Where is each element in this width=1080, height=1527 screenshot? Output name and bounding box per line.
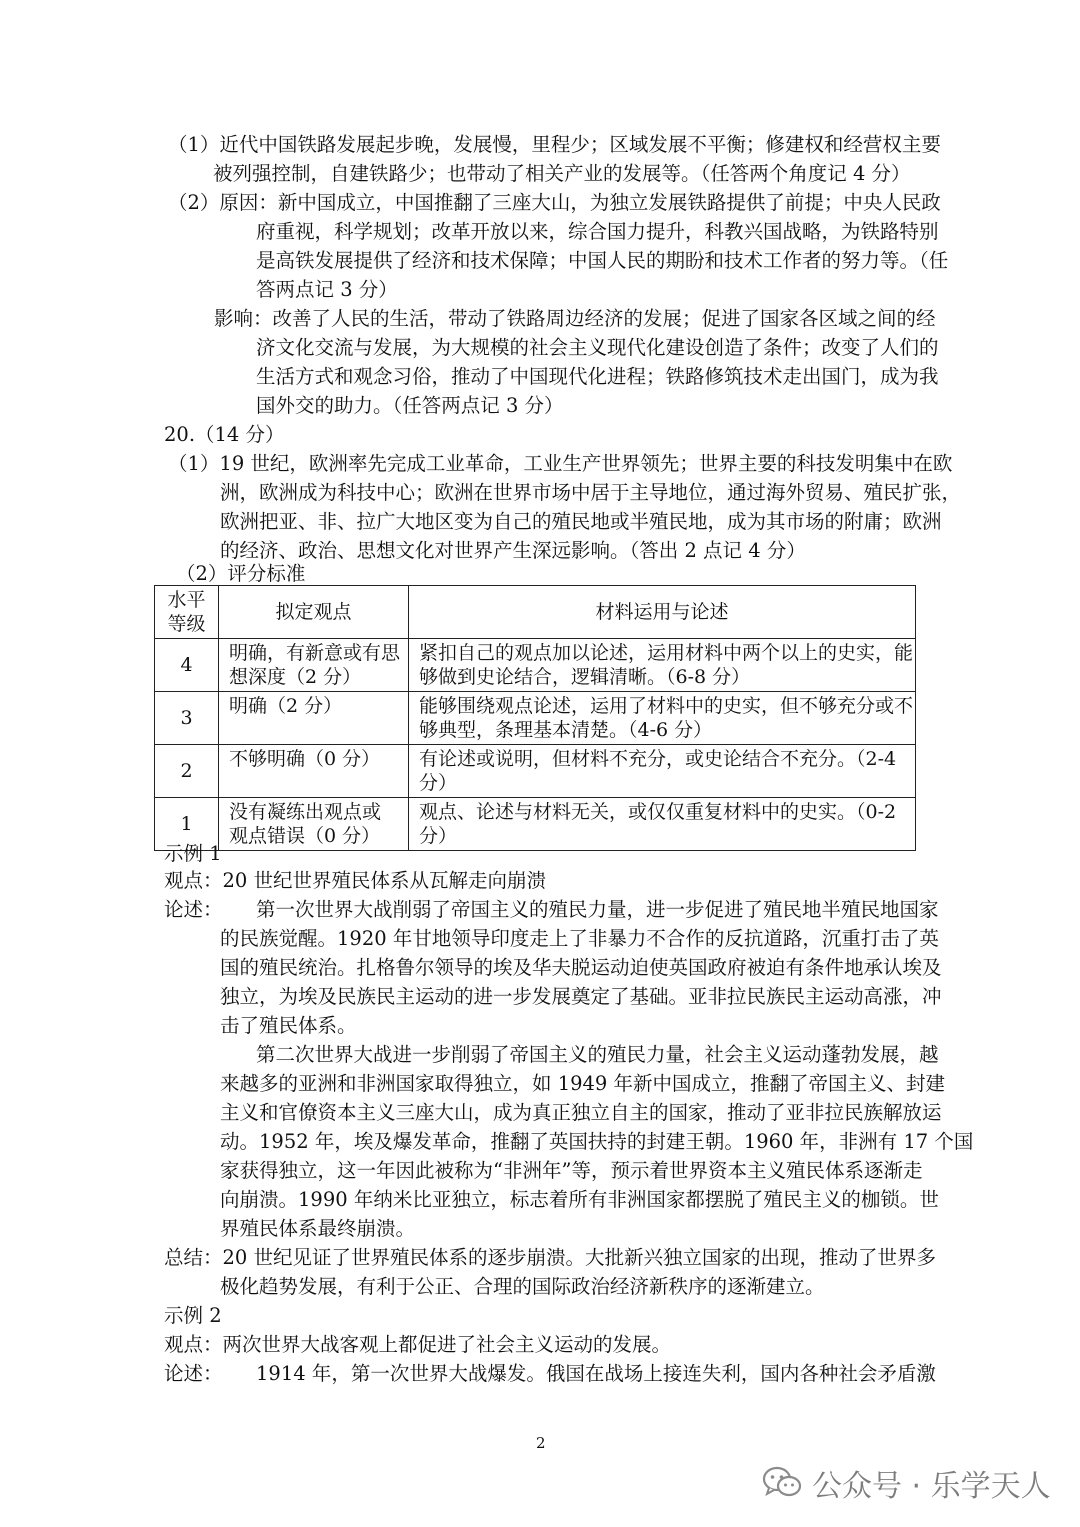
answer-19-2-impact-line: 济文化交流与发展，为大规模的社会主义现代化建设创造了条件；改变了人们的: [256, 336, 939, 359]
example-1-argument-line: 家获得独立，这一年因此被称为“非洲年”等，预示着世界资本主义殖民体系逐渐走: [220, 1159, 923, 1182]
watermark: [762, 1455, 1051, 1511]
level-cell: 4: [155, 639, 219, 692]
answer-19-2-impact-line: 国外交的助力。（任答两点记 3 分）: [256, 394, 564, 417]
answer-19-2-impact-line: 影响：改善了人民的生活，带动了铁路周边经济的发展；促进了国家各区域之间的经: [214, 307, 936, 330]
viewpoint-cell: 没有凝练出观点或 观点错误（0 分）: [219, 798, 409, 851]
level-cell: 2: [155, 745, 219, 798]
table-header-row: [155, 586, 916, 639]
page-number: 2: [536, 1434, 546, 1452]
material-cell: 能够围绕观点论述，运用了材料中的史实，但不够充分或不 够典型，条理基本清楚。（4-6 分）: [409, 692, 916, 745]
answer-19-2-impact-line: 生活方式和观念习俗，推动了中国现代化进程；铁路修筑技术走出国门，成为我: [256, 365, 939, 388]
answer-19-2-reason-line: 府重视，科学规划；改革开放以来，综合国力提升，科教兴国战略，为铁路特别: [256, 220, 939, 243]
example-1-argument-line: 动。1952 年，埃及爆发革命，推翻了英国扶持的封建王朝。1960 年，非洲有 17 个国: [220, 1130, 974, 1153]
example-2-viewpoint: 观点：两次世界大战客观上都促进了社会主义运动的发展。: [164, 1333, 672, 1356]
table-row: [155, 745, 916, 798]
answer-20-1-line: 欧洲把亚、非、拉广大地区变为自己的殖民地或半殖民地，成为其市场的附庸；欧洲: [220, 510, 942, 533]
answer-19-1-line: （1）近代中国铁路发展起步晚，发展慢，里程少；区域发展不平衡；修建权和经营权主要: [168, 133, 941, 156]
material-cell: 紧扣自己的观点加以论述，运用材料中两个以上的史实，能 够做到史论结合，逻辑清晰。（6-8 分）: [409, 639, 916, 692]
scoring-standard-heading: （2）评分标准: [176, 562, 306, 585]
example-1-argument-line: 独立，为埃及民族民主运动的进一步发展奠定了基础。亚非拉民族民主运动高涨，冲: [220, 985, 942, 1008]
example-1-argument-line: 国的殖民统治。扎格鲁尔领导的埃及华夫脱运动迫使英国政府被迫有条件地承认埃及: [220, 956, 942, 979]
answer-20-1-line: 洲，欧洲成为科技中心；欧洲在世界市场中居于主导地位，通过海外贸易、殖民扩张，: [220, 481, 962, 504]
viewpoint-cell: 不够明确（0 分）: [219, 745, 409, 798]
material-cell: 有论述或说明，但材料不充分，或史论结合不充分。（2-4 分）: [409, 745, 916, 798]
answer-19-2-reason-line: 是高铁发展提供了经济和技术保障；中国人民的期盼和技术工作者的努力等。（任: [256, 249, 949, 272]
header-material: 材料运用与论述: [409, 586, 916, 639]
example-1-argument-line: 第二次世界大战进一步削弱了帝国主义的殖民力量，社会主义运动蓬勃发展，越: [256, 1043, 939, 1066]
example-1-viewpoint: 观点：20 世纪世界殖民体系从瓦解走向崩溃: [164, 869, 547, 892]
question-20-heading: 20.（14 分）: [164, 423, 285, 446]
example-2-heading: 示例 2: [164, 1304, 222, 1327]
table-row: [155, 798, 916, 851]
answer-19-1-line: 被列强控制，自建铁路少；也带动了相关产业的发展等。（任答两个角度记 4 分）: [213, 162, 911, 185]
example-1-argument-line: 主义和官僚资本主义三座大山，成为真正独立自主的国家，推动了亚非拉民族解放运: [220, 1101, 942, 1124]
example-1-argument-line: 向崩溃。1990 年纳米比亚独立，标志着所有非洲国家都摆脱了殖民主义的枷锁。世: [220, 1188, 939, 1211]
level-cell: 1: [155, 798, 219, 851]
table-row: [155, 639, 916, 692]
header-viewpoint: 拟定观点: [219, 586, 409, 639]
example-1-argument-line: 击了殖民体系。: [220, 1014, 357, 1037]
wechat-icon: [762, 1466, 802, 1500]
example-1-argument-line: 来越多的亚洲和非洲国家取得独立，如 1949 年新中国成立，推翻了帝国主义、封建: [220, 1072, 946, 1095]
viewpoint-cell: 明确，有新意或有思 想深度（2 分）: [219, 639, 409, 692]
example-1-summary-line: 总结：20 世纪见证了世界殖民体系的逐步崩溃。大批新兴独立国家的出现，推动了世界多: [164, 1246, 937, 1269]
example-1-argument-label: 论述：: [164, 898, 223, 921]
answer-20-1-line: 的经济、政治、思想文化对世界产生深远影响。（答出 2 点记 4 分）: [220, 539, 806, 562]
scoring-table: [154, 585, 916, 851]
answer-19-2-reason-line: （2）原因：新中国成立，中国推翻了三座大山，为独立发展铁路提供了前提；中央人民政: [168, 191, 941, 214]
example-2-argument-line: 1914 年，第一次世界大战爆发。俄国在战场上接连失利，国内各种社会矛盾激: [256, 1362, 936, 1385]
answer-19-2-reason-line: 答两点记 3 分）: [256, 278, 398, 301]
example-1-argument-line: 的民族觉醒。1920 年甘地领导印度走上了非暴力不合作的反抗道路，沉重打击了英: [220, 927, 939, 950]
table-row: [155, 692, 916, 745]
example-1-heading: 示例 1: [164, 842, 222, 865]
answer-20-1-line: （1）19 世纪，欧洲率先完成工业革命，工业生产世界领先；世界主要的科技发明集中在欧: [168, 452, 953, 475]
example-2-argument-label: 论述：: [164, 1362, 223, 1385]
example-1-argument-line: 第一次世界大战削弱了帝国主义的殖民力量，进一步促进了殖民地半殖民地国家: [256, 898, 939, 921]
level-cell: 3: [155, 692, 219, 745]
header-level: 水平 等级: [155, 586, 219, 639]
viewpoint-cell: 明确（2 分）: [219, 692, 409, 745]
example-1-summary-line: 极化趋势发展，有利于公正、合理的国际政治经济新秩序的逐渐建立。: [220, 1275, 825, 1298]
watermark-text: 公众号 · 乐学天人: [812, 1469, 1051, 1504]
example-1-argument-line: 界殖民体系最终崩溃。: [220, 1217, 416, 1240]
material-cell: 观点、论述与材料无关，或仅仅重复材料中的史实。（0-2 分）: [409, 798, 916, 851]
